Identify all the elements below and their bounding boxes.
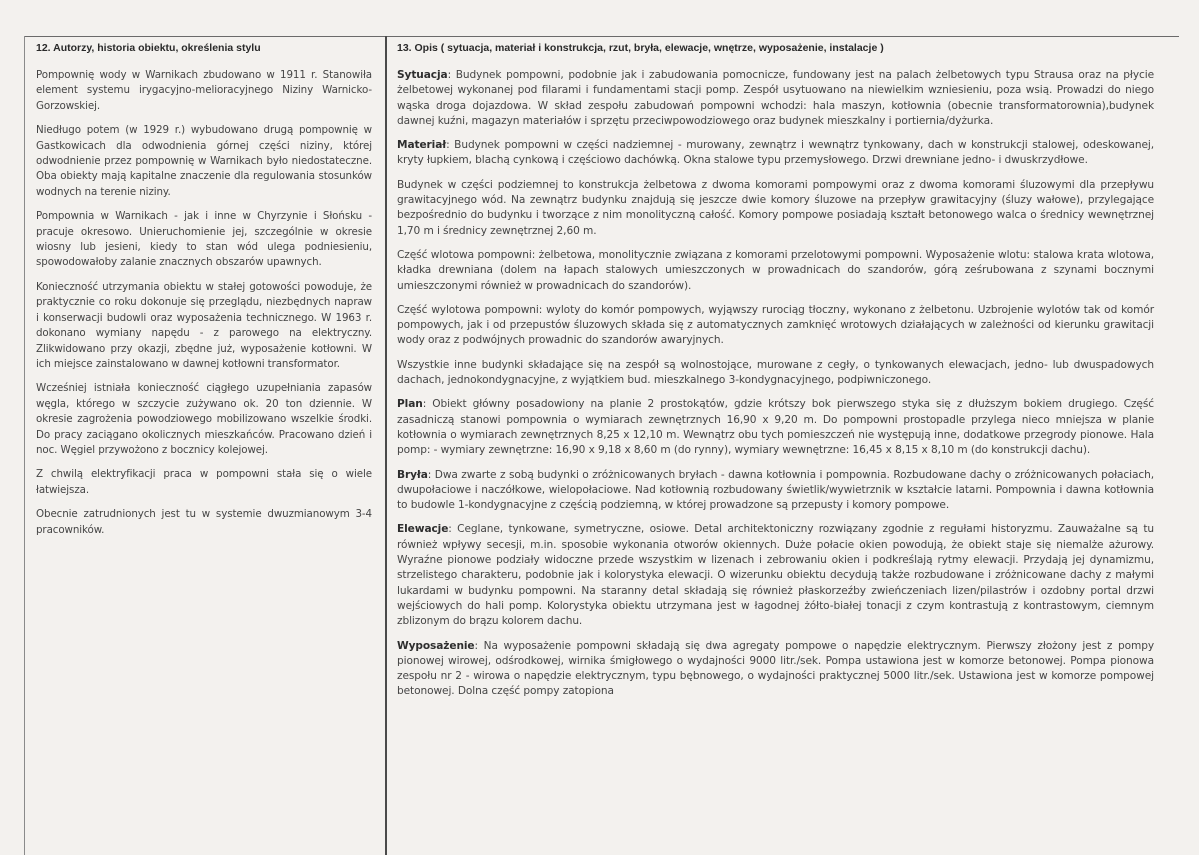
plan-text: : Obiekt główny posadowiony na planie 2 prostokątów, gdzie krótszy bok pierwszego styka się z dłuższym bokiem drugiego. Część zasadniczą stanowi pompownia o wymiarach zewnętrznych 16,90 x 9,20 m. Do pompowni prostopadle przylega nieco mniejsza w planie kotłownia o wymiarach zewnętrznych 8,25 x 12,10 m. Wewnątrz obu tych pomieszczeń nie występują inne, dodatkowe przegrody pionowe. Hala pomp: - wymiary zewnętrzne: 16,90 x 9,18 x 8,60 m (do rynny), wymiary wewnętrzne: 16,45 x 8,15 x 8,10 m (do konstrukcji dachu). [397,398,1154,457]
history-paragraph-5: Wcześniej istniała konieczność ciągłego uzupełniania zapasów węgla, którego w szczycie zużywano ok. 20 ton dziennie. W okresie zagrożenia powodziowego mobilizowano wszelkie środki. Do pracy zaciągano okolicznych mieszkańców. Pracowano dzień i noc. Węgiel przywożono z bocznicy kolejowej. [36,382,372,456]
column-divider [385,36,387,855]
description-equipment [397,639,1154,700]
history-paragraph-6: Z chwilą elektryfikacji praca w pompowni stała się o wiele łatwiejsza. [36,468,372,496]
top-rule [24,36,1179,37]
description-outlet [397,303,1154,349]
equipment-text: : Na wyposażenie pompowni składają się dwa agregaty pompowe o napędzie elektrycznym. Pierwszy złożony jest z pompy pionowej wirowej, odśrodkowej, wirnika śmigłowego o wydajności 9000 litr./sek. Pompa ustawiona jest w komorze betonowej. Pompa pionowa zespołu nr 2 - wirowa o napędzie elektrycznym, typu bębnowego, o wydajności praktycznej 5000 litr./sek. Ustawiona jest w komorze pompowej betonowej. Dolna część pompy zatopiona [397,639,1154,698]
situation-text: : Budynek pompowni, podobnie jak i zabudowania pomocnicze, fundowany jest na palach żelbetowych typu Strausa oraz na płycie żelbetowej wykonanej pod filarami i fundamentami stacji pomp. Zespół usytuowano na niewielkim wzniesieniu, poza wsią. Prowadzi do niego wąska droga dojazdowa. W skład zespołu zabudowań pompowni wchodzi: hala maszyn, kotłownia (obecnie transformatorownia),budynek dawnej kuźni, magazyn materiałów i sprzętu przeciwpowodziowego oraz budynek mieszkalny i portiernia/dyżurka. [397,69,1154,127]
description-situation [397,68,1154,129]
massing-text: : Dwa zwarte z sobą budynki o zróżnicowanych bryłach - dawna kotłownia i pompownia. Rozbudowane dachy o zróżnicowanych połaciach, dwupołaciowe i naczółkowe, wielopołaciowe. Nad kotłownią rozbudowany świetlik/wywietrznik w kształcie latarni. Pompownia i dawna kotłownia to budowle 1-kondygnacyjne z częścią podziemną, w której prowadzone są przepusty i komory pompowe. [397,468,1154,512]
underground-text: Budynek w części podziemnej to konstrukcja żelbetowa z dwoma komorami pompowymi oraz z dwoma komorami śluzowymi dla przepływu grawitacyjnego wód. Na zewnątrz budynku znajdują się jeszcze dwie komory śluzowe na przepływ grawitacyjny (śluzy wałowe), przylegające bezpośrednio do budynku i tworzące z nim monolityczną całość. Komory pompowe posiadają kształt betonowego walca o średnicy wewnętrznej 1,70 m i średnicy zewnętrznej 2,60 m. [397,178,1154,237]
left-column [36,42,372,547]
description-elevations [397,522,1154,629]
history-paragraph-7: Obecnie zatrudnionych jest tu w systemie dwuzmianowym 3-4 pracowników. [36,508,372,536]
history-paragraph-4: Konieczność utrzymania obiektu w stałej gotowości powoduje, że praktycznie co roku dokonuje się przeglądu, niezbędnych napraw i konserwacji budowli oraz wyposażenia technicznego. W 1963 r. dokonano wymiany napędu - z parowego na elektryczny. Zlikwidowano przy okazji, zbędne już, wyposażenie kotłowni. W ich miejsce zainstalowano w dawnej kotłowni transformator. [36,280,372,370]
massing-label: Bryła [397,468,428,481]
elevations-label: Elewacje [397,523,449,536]
history-paragraph-2: Niedługo potem (w 1929 r.) wybudowano drugą pompownię w Gastkowicach dla odwodnienia górnej części niziny, której odwodnienie przez pompownię w Warnikach było niedostateczne. Oba obiekty mają kapitalne znaczenie dla regulowania stosunków wodnych na terenie niziny. [36,124,372,198]
description-inlet [397,248,1154,294]
right-column [397,42,1154,709]
description-other-buildings [397,358,1154,389]
description-massing [397,468,1154,514]
description-plan [397,397,1154,458]
description-underground [397,178,1154,239]
outlet-text: Część wylotowa pompowni: wyloty do komór pompowych, wyjąwszy rurociąg tłoczny, wykonano z żelbetonu. Uzbrojenie wylotów tak od komór pompowych, jak i od przepustów śluzowych składa się z automatycznych zamknięć wrotowych działających w zależności od kierunku grawitacji wody oraz z podwójnych prowadnic do szandorów awaryjnych. [397,303,1154,347]
elevations-text: : Ceglane, tynkowane, symetryczne, osiowe. Detal architektoniczny rozwiązany zgodnie z regułami historyzmu. Zauważalne są tu również wpływy secesji, m.in. sposobie wykonania otworów okiennych. Duże połacie okien powodują, że obiekt staje się niemalże ażurowy. Wyraźne pionowe podziały widoczne przede wszystkim w lizenach i zebrowaniu okien i podkreślają rytmy elewacji. Przydają jej dynamizmu, strzelistego charakteru, podobnie jak i kolorystyka elewacji. O wizerunku obiektu decydują także rozbudowane i zróżnicowane dachy z małymi lukardami w budynku pompowni. Na staranny detal składają się również płaskorzeźby zwieńczeniach lizen/pilastrów i ozdobny portal drzwi wejściowych do hali pomp. Kolorystyka obiektu utrzymana jest w łagodnej żółto-białej tonacji z czym kontrastują z kontrastowym, ciemnym zblizonym do brązu kolorem dachu. [397,523,1154,628]
material-label: Materiał [397,139,447,152]
other-buildings-text: Wszystkie inne budynki składające się na zespół są wolnostojące, murowane z cegły, o tynkowanych elewacjach, jedno- lub dwuspadowych dachach, jednokondygnacyjne, z wyjątkiem bud. mieszkalnego 3-kondygnacyjnego, podpiwniczonego. [397,358,1154,387]
history-paragraph-3: Pompownia w Warnikach - jak i inne w Chyrzynie i Słońsku - pracuje okresowo. Unieruchomienie jej, szczególnie w okresie wiosny lub jesieni, kiedy to stan wód ulega podniesieniu, spowodowałoby zalanie znacznych obszarów upawnych. [36,210,372,269]
section-13-heading: 13. Opis ( sytuacja, materiał i konstrukcja, rzut, bryła, elewacje, wnętrze, wyposażenie, instalacje ) [397,42,884,54]
history-paragraph-1: Pompownię wody w Warnikach zbudowano w 1911 r. Stanowiła element systemu irygacyjno-melioracyjnego Niziny Warnicko-Gorzowskiej. [36,69,372,112]
left-rule [24,36,25,855]
section-12-heading: 12. Autorzy, historia obiektu, określenia stylu [36,42,261,54]
equipment-label: Wyposażenie [397,639,475,652]
plan-label: Plan [397,398,423,411]
material-text: : Budynek pompowni w części nadziemnej - murowany, zewnątrz i wewnątrz tynkowany, dach w konstrukcji stalowej, odeskowanej, kryty łupkiem, blachą cynkową i częściowo dachówką. Okna stalowe typu przemysłowego. Drzwi drewniane jedno- i dwuskrzydłowe. [397,139,1154,167]
inlet-text: Część wlotowa pompowni: żelbetowa, monolitycznie związana z komorami przelotowymi pompowni. Wyposażenie wlotu: stalowa krata wlotowa, kładka drewniana (dolem na łapach stalowych umieszczonych w prowadnicach do szandorów, górą ześrubowana z szynami bocznymi umieszczonymi również w prowadnicach do szandorów). [397,248,1154,292]
situation-label: Sytuacja [397,69,448,81]
description-material [397,138,1154,169]
